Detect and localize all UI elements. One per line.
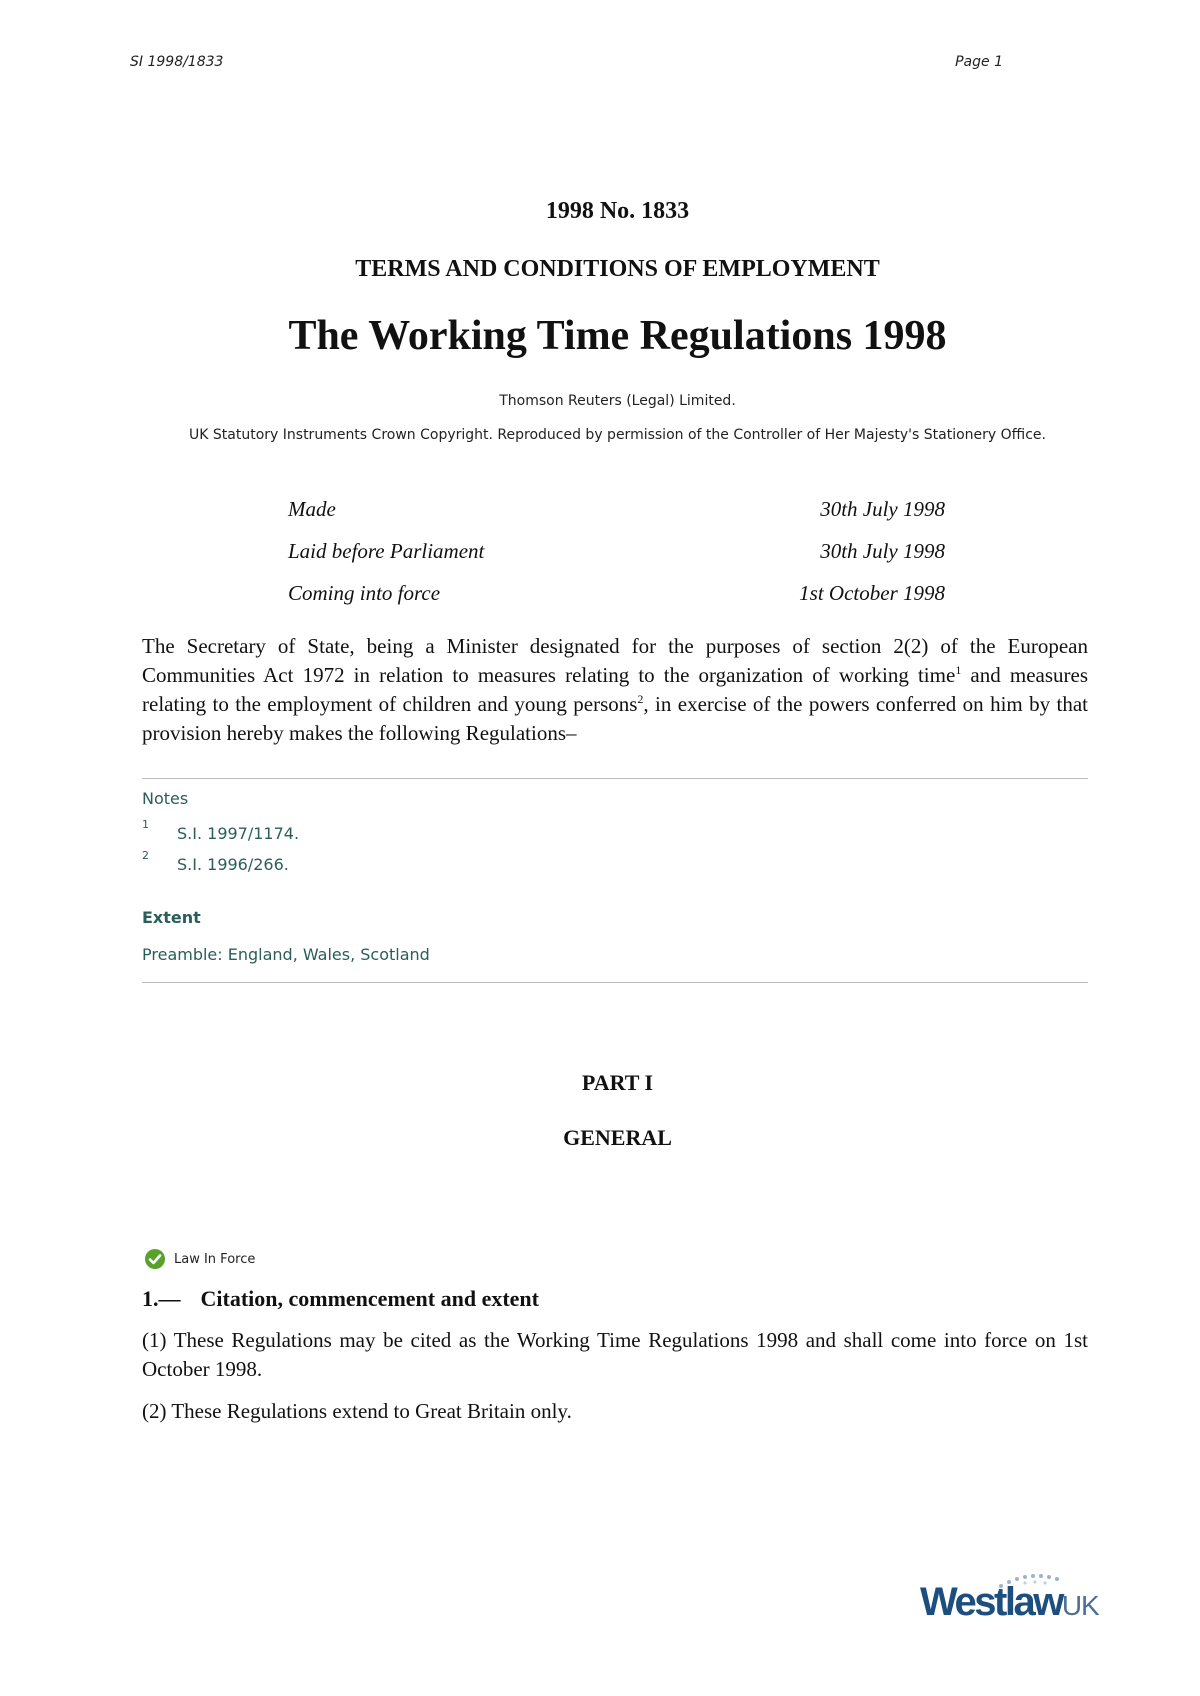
date-value: 1st October 1998 [799, 581, 945, 605]
date-value: 30th July 1998 [820, 497, 945, 521]
date-row-in-force [288, 581, 945, 623]
date-label: Coming into force [288, 581, 441, 605]
extent-heading: Extent [142, 908, 201, 927]
notes-heading: Notes [142, 789, 189, 808]
footnote-text: S.I. 1997/1174. [177, 824, 300, 843]
footnote-text: S.I. 1996/266. [177, 855, 289, 874]
extent-text: Preamble: England, Wales, Scotland [142, 945, 430, 964]
date-label: Made [288, 497, 336, 521]
logo-suffix: UK [1061, 1590, 1099, 1621]
dates-table [288, 497, 945, 623]
section-heading [142, 1286, 539, 1312]
date-row-made [288, 497, 945, 539]
law-status-label: Law In Force [174, 1251, 256, 1267]
footnote-number: 2 [142, 849, 149, 862]
preamble-paragraph [142, 632, 1088, 748]
section-paragraph-2: (2) These Regulations extend to Great Britain only. [142, 1399, 572, 1423]
footnote-ref-2[interactable]: 2 [637, 692, 644, 706]
law-status [144, 1248, 255, 1270]
document-title: The Working Time Regulations 1998 [288, 313, 947, 359]
divider [142, 982, 1088, 983]
westlaw-uk-logo [920, 1570, 1099, 1630]
preamble-text: The Secretary of State, being a Minister designated for the purposes of section 2(2) of the European Communities Act 1972 in relation to measures relating to the organization of working time [142, 634, 1088, 687]
section-title: Citation, commencement and extent [200, 1286, 539, 1311]
si-number: 1998 No. 1833 [545, 198, 690, 224]
part-number: PART I [581, 1070, 654, 1095]
section-paragraph-1: (1) These Regulations may be cited as the Working Time Regulations 1998 and shall come into force on 1st October 1998. [142, 1328, 1088, 1381]
section-number: 1.— [142, 1286, 181, 1311]
footnote-ref-1[interactable]: 1 [955, 663, 962, 677]
check-circle-icon [144, 1248, 166, 1270]
preamble-text: and measures relating to the employment of children and young persons [142, 663, 1088, 716]
header-page-number: Page 1 [955, 54, 1003, 70]
preamble-text: , in exercise of the powers conferred on him by that provision hereby makes the following Regulations– [142, 692, 1088, 745]
date-row-laid [288, 539, 945, 581]
date-label: Laid before Parliament [288, 539, 485, 563]
subject-heading: TERMS AND CONDITIONS OF EMPLOYMENT [355, 256, 880, 282]
header-citation: SI 1998/1833 [130, 54, 224, 70]
part-title: GENERAL [563, 1125, 672, 1150]
date-value: 30th July 1998 [820, 539, 945, 563]
publisher-line: Thomson Reuters (Legal) Limited. [499, 393, 736, 409]
divider [142, 778, 1088, 779]
footnote-number: 1 [142, 818, 149, 831]
logo-wordmark: Westlaw [920, 1580, 1062, 1624]
copyright-line: UK Statutory Instruments Crown Copyright. Reproduced by permission of the Controller of Her Majesty's Stationery Office. [189, 427, 1046, 443]
